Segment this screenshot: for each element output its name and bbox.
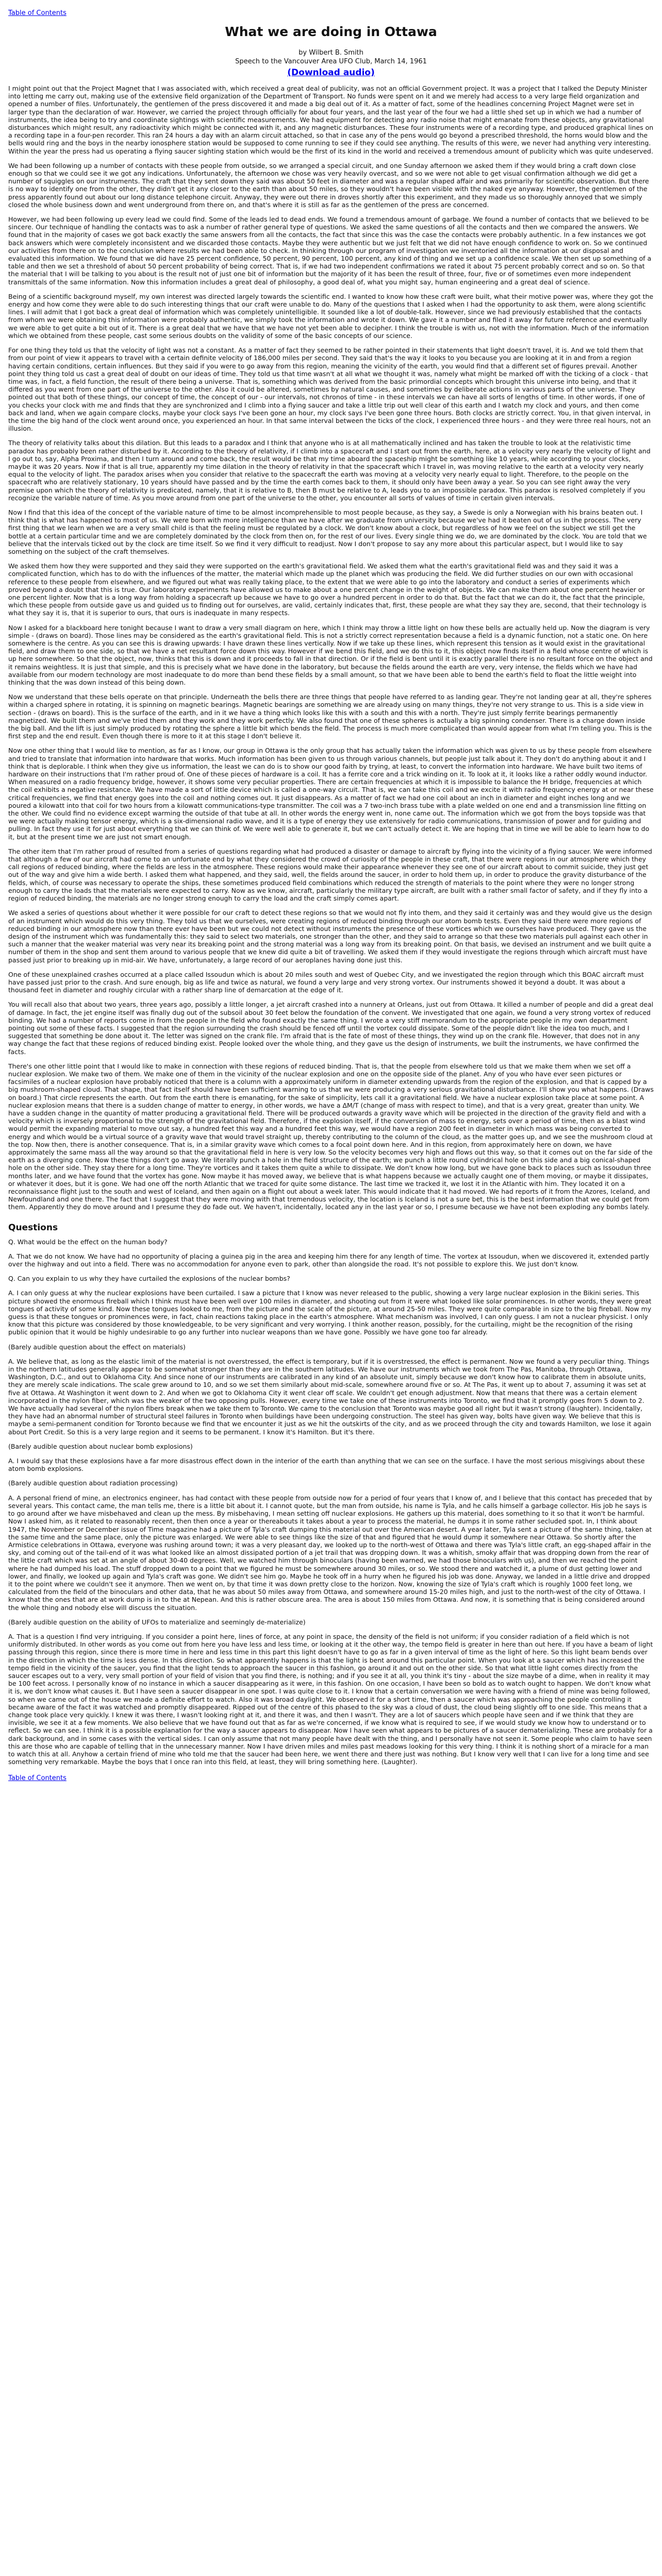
questions-section bbox=[8, 1238, 654, 1766]
paragraph: For one thing they told us that the velocity of light was not a constant. As a matter of fact they seemed to be rather pointed in their statements that light doesn't travel, it is. And we told them that from our point of view it appears to travel with a certain definite velocity of 186,000 miles per second. They said that's the way it looks to you because you are looking at it in and from a region having certain conditions, certain influences. But they said if you were to go away from this region, meaning the vicinity of the earth, you would find that a different set of figures prevail. Another point they thing told us cast a great deal of doubt on our ideas of time. They told us that time wasn't at all what we thought it was, namely what might be marked off with the ticking of a clock - that time was, in fact, a field function, the result of there being a universe. That is, something which was derived from the basic primordial concepts which brought this universe into being, and that it differed as you went from one part of the universe to the other. Also it could be altered, sometimes by natural causes, and sometimes by deliberate actions in various parts of the universe. They pointed out that both of these things, our concept of time, the concept of our - our intervals, not chronos of time - in these intervals we can have all sorts of lengths of time. In other words, if one of you checks your clock with me and finds that they are synchronized and I climb into a flying saucer and take a little trip out well clear of this earth and I watch my clock and yours, and then come back and land, when we again compare clocks, maybe your clock says I've been gone an hour, my clock says I've been gone three hours. Both clocks are strictly correct. You, in that given interval, in the time the big hand of the clock went around once, you experienced an hour. In that same interval between the ticks of the clock, I experienced three hours - and they were three real hours, not an illusion. bbox=[8, 346, 651, 433]
paragraph: Now we understand that these bells operate on that principle. Underneath the bells there are three things that people have referred to as landing gear. They're not landing gear at all, they're spheres within a charged sphere in rotating, it is spinning on magnetic bearings. Magnetic bearings are something we are already using on many things, they're not very strange to us. This is a side view in section - (draws on board). This is the surface of the earth, and in it we have a thing which looks like this with a south and this with a north. They're just simply ferrite bearings permanently magnetized. We built them and we've tried them and they work and they work perfectly. We also found that one of these spheres is actually a big spinning condenser. There is a charge down inside the big ball. And the lift is just simply produced by rotating the sphere a little bit which bends the field. The process is much more complicated than would appear from what I'm telling you. This is the first step and the end result. Even though there is more to it at this stage I don't believe it. bbox=[8, 693, 652, 740]
paragraph: You will recall also that about two years, three years ago, possibly a little longer, a jet aircraft crashed into a nunnery at Orleans, just out from Ottawa. It killed a number of people and did a great deal of damage. In fact, the jet engine itself was finally dug out of the subsoil about 30 feet below the foundation of the convent. We investigated that one again, we found a very strong vortex of reduced binding. We had a number of reports come in from the people in the field who found exactly the same thing. I wrote a very stiff memorandum to the appropriate people in my own department pointing out some of these facts. I suggested that the region surrounding the crash should be fenced off until the vortex could dissipate. Some of the people didn't like the idea too much, and I suggested that something be done about it. The letter was signed on the crank file. I'm afraid that is the fate of most of these things, they wind up on the crank file. However, that does not in any way change the fact that these regions of reduced binding exist. People looked over the whole thing, and they gave us the design of instruments, we built the instruments, we have confirmed the facts. bbox=[8, 1001, 654, 1056]
paragraph: We had been following up a number of contacts with these people from outside, so we arranged a special circuit, and one Sunday afternoon we asked them if they would bring a craft down close enough so that we could see it we got any indications. Unfortunately, the afternoon we chose was very heavily overcast, and so we were not able to get visual confirmation although we did get a number of squiggles on our instruments. The craft that they sent down they said was about 50 feet in diameter and was a regular shaped affair and was primarily for scientific observation. But there is no way to identify one from the other, they didn't get it any closer to the earth than about 50 miles, so they wouldn't have been visible with the naked eye anyway. However, the gentlemen of the press apparently found out about our long distance telephone circuit. Anyway, they were out there in droves shortly after this experiment, and they made us so thoroughly annoyed that we simply closed the whole business down and went underground from there on, and that's where it is still as far as the gentlemen of the press are concerned. bbox=[8, 161, 649, 209]
question: Q. What would be the effect on the human body? bbox=[8, 1238, 168, 1246]
answer: A. We believe that, as long as the elastic limit of the material is not overstressed, the effect is temporary, but if it is overstressed, the effect is permanent. Now we found a very peculiar thing. Things in the northern latitudes generally appear to be somewhat stronger than they are in the southern latitudes. We have our instruments which we took from The Pas, Manitoba, through Ottawa, Washington, D.C., and out to Oklahoma City. And since none of our instruments are calibrated in any kind of an absolute unit, simply because we don't know how to calibrate them in absolute units, they are merely scale indications. The scale grew around to 10, and so we set them similarly about mid-scale, somewhere around five or so. At The Pas, it went up to about 7, assuming it was set at five at Ottawa. At Washington it went down to 2. And when we got to Oklahoma City it went clear off scale. We couldn't get enough adjustment. Now that means that there was a certain element incorporated in the nylon fiber, which was the weaker of the two opposing pulls. However, every time we take one of these instruments into Toronto, we find that it promptly goes from 5 down to 2. We have actually had several of the nylon fibers break when we take them to Toronto. We came to the conclusion that Toronto was maybe good all right but it wasn't strong (laughter). Incidentally, they have had an abnormal number of structural steel failures in Toronto when buildings have been undergoing construction. The steel has given way, bolts have given way. We believe that this is maybe a semi-permanent condition for Toronto because we find that we encounter it just as we hit the outskirts of the city, and as we proceed through the city and towards Hamilton, we lose it again about Port Credit. So this is a very large region and it seems to be permanent. I know it's Hamilton. But it's there. bbox=[8, 1357, 652, 1436]
toc-link-bottom[interactable]: Table of Contents bbox=[8, 1774, 67, 1783]
paragraph: The other item that I'm rather proud of resulted from a series of questions regarding what had produced a disaster or damage to aircraft by flying into the vicinity of a flying saucer. We were informed that although a few of our aircraft had come to an unfortunate end by what they considered the crowd of curiosity of the people in these craft, that there were regions in our atmosphere which they call regions of reduced binding, where the fields are less in the atmosphere. These regions would make their appearance whenever they see one of our aircraft about to commit suicide, they just get out of the way and give him a wide berth. I asked them what happened, and they said, well, the fields around the saucer, in order to hold them up, in order to produce the gravity disturbance of the fields, which, of course was necessary to operate the ships, these sometimes produced field combinations which reduced the strength of materials to the point where they were no longer strong enough to carry the loads that the materials were expected to carry. Now as we know, aircraft, particularly the military type aircraft, are built with a rather small factor of safety, and if they fly into a region of reduced binding, the materials are no longer strong enough to carry the load and the craft simply comes apart. bbox=[8, 847, 652, 903]
paragraph: We asked a series of questions about whether it were possible for our craft to detect these regions so that we would not fly into them, and they said it certainly was and they would give us the design of an instrument which would do this very thing. They told us that we ourselves, were creating regions of reduced binding through our atom bomb tests. Even they said there were more regions of reduced binding in our atmosphere now than there ever have been but we could not detect without instruments the presence of these vortices which we ourselves have produced. They gave us the design of the instrument which was fundamentally this: they said to select two materials, one stronger than the other, and they said to arrange so that these two materials pull against each other in such a manner that the weaker material was very near its breaking point and the strong material was a long way from its breaking point. On that basis, we devised an instrument and we built quite a number of them in the shop and sent them around to various people that we knew did quite a bit of travelling. We asked them if they would investigate the regions through which aircraft must have passed just prior to breaking up in mid-air. We have, unfortunately, a large record of our aeroplanes having done just this. bbox=[8, 909, 652, 964]
answer: A. I would say that these explosions have a far more disastrous effect down in the interior of the earth than anything that we can see on the surface. I have the most serious misgivings about these atom bomb explosions. bbox=[8, 1457, 645, 1473]
question: (Barely audible question about radiation processing) bbox=[8, 1479, 178, 1487]
questions-heading: Questions bbox=[8, 1222, 58, 1233]
paragraph: Now one other thing that I would like to mention, as far as I know, our group in Ottawa is the only group that has actually taken the information which was given to us by these people from elsewhere and tried to translate that information into hardware that works. Much information has been given to us through various channels, but people just talk about it. They don't do anything about it and I think that is deplorable. I think when they give us information, the least we can do is to show our good faith by trying, at least, to convert the information into hardware. We have built two items of hardware on their instructions that I'm rather proud of. One of these pieces of hardware is a coil. It has a ferrite core and a trick winding on it. To look at it, it looks like a rather oddly wound inductor. When measured on a radio frequency bridge, however, it shows some very peculiar properties. There are certain frequencies at which it is impossible to balance the H bridge, frequencies at which the coil exhibits a negative resistance. We have made a sort of little device which is called a one-way circuit. That is, we can take this coil and we excite it with radio frequency energy at or near these critical frequencies, we find that energy goes into the coil and nothing comes out. It just disappears. As a matter of fact we had one coil about an inch in diameter and eight inches long and we poured a kilowatt into that coil for two hours from a kilowatt communications-type transmitter. The coil was a 7 two-inch brass tube with a plate welded on one end and a transmission line fitting on the other. We could find no evidence except warming the outside of that tube at all. In other words the energy went in, none came out. The information which we got from the boys topside was that we were actually making tensor energy, which is a six-dimensional radio wave, and it is a type of energy they use extensively for radio communications, transmission of power and for guiding and pulling. In fact they use it for just about everything that we can think of. We were well able to generate it, but we can't actually detect it. We are hoping that in time we will be able to learn how to do it, but at the present time we are just not smart enough. bbox=[8, 747, 654, 841]
paragraph: One of these unexplained crashes occurred at a place called Issoudun which is about 20 miles south and west of Quebec City, and we investigated the region through which this BOAC aircraft must have passed just prior to the crash. And sure enough, big as life and twice as natural, we found a very large and very strong vortex. Our instruments showed it beyond a doubt. It was about a thousand feet in diameter and roughly circular with a rather sharp line of demarcation at the edge of it. bbox=[8, 970, 644, 994]
question: (Barely audible question about the effect on materials) bbox=[8, 1343, 186, 1351]
question: (Barely audible question about nuclear bomb explosions) bbox=[8, 1442, 193, 1450]
answer: A. That is a question I find very intriguing. If you consider a point here, lines of force, at any point in space, the density of the field is not uniform; if you consider radiation of a field which is not uniformly distributed. In other words as you come out from here you have less and less time, or looking at it the other way, the tempo field is greater in here than out here. If you have a beam of light passing through this region, since there is more time in here and less time in this part this light doesn't have to go as far in a given interval of time as the light of here. So this light beam bends over in the direction in which the time is less dense. In this direction. So what apparently happens is that the light is bent around this particular point. When you look at a saucer which has increased the tempo field in the vicinity of the saucer, you find that the light tends to approach the saucer in this fashion, go around it and out on the other side. So that what little light comes directly from the saucer escapes out to a very, very small portion of your field of vision that you find there, is nothing; and if you see it at all, you think it's tiny - about the size maybe of a dime, when in reality it may be 100 feet across. I personally know of no instance in which a saucer disappearing as it were, in this fashion. On one occasion, I have been so bold as to watch ought to happen. We don't know what it is, we don't know what causes it. But I have seen a saucer disappear in one spot. I was quite close to it. I know that a certain conversation we were having with a friend of mine was being followed, so when we came out of the house we made a definite effort to watch. Also it was broad daylight. We observed it for a short time, then a saucer which was approaching the people controlling it became aware of the fact it was watched and promptly disappeared. Ripped out of the centre of this phased to the sky was a cloud of dust, the cloud being slightly off to one side. This means that a change took place very quickly. I knew it was there, I wasn't looking right at it, and there it was, and then I wasn't. They are a lot of saucers which people have seen and if we think that they are invisible, we see it at a few moments. We also believe that we have found out that as far as we're concerned, if we know what is required to see, if we would study we know how to understand or to reflect. So we can see. I think it is a possible explanation for the way a saucer appears to disappear. Now I have seen what appears to be pictures of a saucer dematerializing. These are probably for a dark background, and in some cases with the vertical sides. I can only assume that not many people have dealt with the thing, and I personally have not seen it. Some people who claim to have seen this are those who are capable of telling that in the unnecessary manner. Now I have driven miles and miles past meadows looking for this very thing. I think it is nothing short of a miracle for a man to watch this at all. Anyhow a certain friend of mine who told me that the saucer had been here, we went there and there just was nothing. But I know very well that I can live for a long time and see something very remarkable. Maybe the boys that I once ran into this field, at least, they will bring something here. (Laughter). bbox=[8, 1632, 653, 1766]
paragraph: However, we had been following up every lead we could find. Some of the leads led to dead ends. We found a tremendous amount of garbage. We found a number of contacts that we believed to be sincere. Our technique of handling the contacts was to ask a number of rather general type of questions. We asked the same questions of all the contacts and then we compared the answers. We found that in the majority of cases we got back exactly the same answers from all the contacts, the fact that since this was the case the contacts were probably authentic. In a few instances we got back answers which were completely inconsistent and we discarded those contacts. Maybe they were authentic but we just felt that we did not have enough confidence to work on. So we continued our activities from there on to the conclusion where results we had been able to check. In thinking through our program of investigation we inventoried all the information at our disposal and evaluated this information. We found that we did have 25 percent confidence, 50 percent, 90 percent, 100 percent, any kind of thing and we set up a confidence scale. We then set up something of a table and then we set a threshold of about 50 percent probability of being correct. That is, if we had two independent confirmations we rated it about 75 percent probably correct and so on. So that the material that I will be talking to you about is the result not of just one bit of information but the majority of it has been the result of three, four, five or of sometimes even more independent transmittals of the same information. Now this information includes a great deal of philosophy, a good deal of, what you might say, human engineering and a great deal of science. bbox=[8, 215, 652, 286]
paragraph: Now I find that this idea of the concept of the variable nature of time to be almost incomprehensible to most people because, as they say, a Swede is only a Norwegian with his brains beaten out. I think that is what has happened to most of us. We were born with more intelligence than we have after we graduate from university because we've had it beaten out of us in the process. The very first thing that we learn when we are a very small child is that the feeling must be regulated by a clock. We don't know about a clock, but regardless of how we feel on the subject we still get the bottle at a certain particular time and we are completely dominated by the clock from then on, for the rest of our lives. Every single thing we do, we are dominated by the clock. You are told that we believe that the intervals ticked out by the clock are time itself. So we find it very difficult to readjust. Now I don't propose to say any more about this particular aspect, but I would like to say something on the subject of the craft themselves. bbox=[8, 508, 647, 555]
speech-body bbox=[8, 84, 654, 1211]
byline: by Wilbert B. Smith bbox=[299, 49, 363, 57]
paragraph: Being of a scientific background myself, my own interest was directed largely towards the scientific end. I wanted to know how these craft were built, what their motive power was, where they got the energy and how come they were able to do such interesting things that our craft were unable to do. Many of the questions that I asked when I had the opportunity to ask them, were along scientific lines. I will admit that I got back a great deal of information which was completely unintelligible. It sounded like a lot of double-talk. However, since we had previously established that the contacts from whom we were obtaining this information were probably authentic, we simply took the information and wrote it down. We gave it a number and filed it away for future reference and eventually we were able to get quite a bit out of it. There is a great deal that we have that we have not yet been able to decipher. I think the trouble is with us, not with the information. Much of the information which we obtained from these people, cast some serious doubts on the validity of some of the basic concepts of our science. bbox=[8, 292, 654, 340]
toc-link-top[interactable]: Table of Contents bbox=[8, 9, 67, 17]
paragraph: Now I asked for a blackboard here tonight because I want to draw a very small diagram on here, which I think may throw a little light on how these bells are actually held up. Now the diagram is very simple - (draws on board). Those lines may be considered as the earth's gravitational field. This is not a strictly correct representation because a field is a dynamic function, not a static one. On here somewhere is the centre. As you can see this is drawing upwards: I have drawn these lines vertically. Now if we take up these lines, which represent this tension as it would exist in the gravitational field, and draw them to one side, so that we have a net resultant force down this way. However if we bend this field, and we do this to it, this object now finds itself in a field whose centre of which is up here somewhere. So that the object, now, thinks that this is down and it proceeds to fall in that direction. Or if the field is bent until it is exactly parallel there is no resultant force on the object and it remains weightless. It is just that simple, and this is precisely what we have done in the laboratory, but because the fields around the earth are very, very intense, the fields which we have had available from our modern technology are most inadequate to do more than bend these fields by a small amount, so that we have been able to bend the earth's field to float the little weight into thinking that the was down instead of this being down. bbox=[8, 623, 653, 687]
paragraph: I might point out that the Project Magnet that I was associated with, which received a great deal of publicity, was not an official Government project. It was a project that I talked the Deputy Minister into letting me carry out, making use of the extensive field organization of the Department of Transport. No funds were spent on it and we merely had access to a very large field organization and opened a number of files. Unfortunately, the gentlemen of the press discovered it and made a big deal out of it. As a matter of fact, some of the headlines concerning Project Magnet were set in larger type than the declaration of war. However, we carried the project through officially for about four years, and the last year of the four we had a little shed set up in which we had a number of instruments, the idea being to try and coordinate sightings with scientific measurements. We had equipment for detecting any radio noise that might emanate from these objects, any gravitational disturbances which might result, any radioactivity which might be connected with it, and any magnetic disturbances. These four instruments were of a recording type, and produced graphical lines on a recording tape in a four-pen recorder. This ran 24 hours a day with an alarm circuit attached, so that in case any of the pens would go beyond a prescribed threshold, the horns would blow and the bells would ring and the boys in the nearby ionosphere station would be supposed to come running to see if they could see anything. The results of this were, we never had anything very interesting. Within the year the press had us operating a flying saucer sighting station which would be the first of its kind in the world and received a tremendous amount of publicity which was quite undeserved. bbox=[8, 84, 654, 155]
paragraph: The theory of relativity talks about this dilation. But this leads to a paradox and I think that anyone who is at all mathematically inclined and has taken the trouble to look at the relativistic time paradox has probably been rather disturbed by it. According to the theory of relativity, if I climb into a spacecraft and I start out from the earth, here, at a velocity very nearly the velocity of light and I go out to, say, Alpha Proxima, and then I turn around and come back, the result would be that my time aboard the spaceship might be something like 10 years, while according to your clocks, maybe it was 20 years. Now if that is all true, apparently my time dilation in the theory of relativity in that the spacecraft which I travel in, was moving relative to the earth at a velocity very nearly equal to the velocity of light. The paradox arises when you consider that relative to the spacecraft the earth was moving at a velocity very nearly equal to light. Therefore, to the people on the spacecraft who are relatively stationary, 10 years should have passed and by the time the earth comes back to them, it should only have been away a year. So you can see right away the very premise upon which the theory of relativity is predicated, namely, that it is relative to B, then B must be relative to A, leads you to an impossible paradox. This paradox is resolved completely if you recognize the variable nature of time. As you move around from one part of the universe to the other, you encounter all sorts of values of time in certain given intervals. bbox=[8, 439, 651, 502]
page-title: What we are doing in Ottawa bbox=[225, 24, 437, 39]
paragraph: There's one other little point that I would like to make in connection with these regions of reduced binding. That is, that the people from elsewhere told us that we make them when we set off a nuclear explosion. We make two of them. We make one of them in the vicinity of the nuclear explosion and one on the opposite side of the planet. Any of you who have ever seen pictures or facsimiles of a nuclear explosion have probably noticed that there is a column with a approximately uniform in diameter extending upwards from the region of the explosion, and that is capped by a big mushroom-shaped cloud. That shape, that fact itself should have been sufficient warning to us that we were producing a very serious gravitational disturbance. I'll show you what happens. (Draws on board.) That circle represents the earth. Out from the earth there is emanating, for the sake of simplicity, lets call it a gravitational field. We have a nuclear explosion take place at some point. A nuclear explosion means that there is a sudden change of matter to energy, in other words, we have a ΔM/T (change of mass with respect to time), and that is a very great, greater than unity. We have a sudden change in the quantity of matter producing a gravitational field. There will be produced outwards a gravity wave which will be projected in the direction of the gravity field and with a velocity which is inversely proportional to the strength of the gravitational field. Therefore, if the explosion itself, if the conversion of mass to energy, sets over a period of time, then as a blast wind would permit the expanding material to move out say, a hundred feet this way and a hundred feet this way, we would have a region 200 feet in diameter in which mass was being converted to energy and which would be a virtual source of a gravity wave that would travel straight up, thereby contributing to the column of the cloud, as the matter goes up, and we see the mushroom cloud at the top. Now then, there is another consequence. That is, in a similar gravity wave which comes to a focal point down here. And in this region, from approximately here on down, we have approximately the same mass all the way around so that the gravitational field in here is very low. So the velocity becomes very high and flows out this way, so that it comes out on the far side of the earth as a diverging cone. Now these things don't go away. We literally punch a hole in the field structure of the earth; we punch a little round cylindrical hole on this side and a big conical-shaped hole on the other side. They stay there for a long time. They're vortices and it takes them quite a while to dissipate. We don't know how long, but we have gone back to places such as Issoudun three months later, and we have found that the vortex has gone. Now maybe it has moved away, we believe that is what happens because we actually caught one of them moving, or maybe it dissipates, or whatever it does, but it is gone. We had one off the north Atlantic that we traced for quite some distance. The last time we tracked it, we lost it in the Atlantic with him. They located it on a reconnaissance flight just to the south and west of Iceland, and then again on a flight out about a week later. This would indicate that it had moved. We had reports of it from the Azores, Iceland, and Newfoundland and one there. The fact that I suggest that they were moving with that tremendous velocity, the location is Iceland is not a sure bet, this is the best information that we could get from them. Apparently they do move around and I presume they do fade out. We haven't, incidentally, located any in the last year or so, I presume because we have not been exploding any bombs lately. bbox=[8, 1062, 654, 1211]
speech-subtitle: Speech to the Vancouver Area UFO Club, March 14, 1961 bbox=[235, 58, 427, 65]
answer: A. A personal friend of mine, an electronics engineer, has had contact with these people from outside now for a period of four years that I know of, and I believe that this contact has preceded that by several years. This contact came, the man tells me, there is a little bit about it. I cannot quote, but the man from outside, his name is Tyla, and he calls himself a garbage collector. His job he says is to go around after we have misbehaved and clean up the mess. By misbehaving, I mean setting off nuclear explosions. He gathers up this material, does something to it so that it won't be harmful. Now I asked him, as it related to reasonably recent, then then once a year or thereabouts it takes about a year to process the material, he dumps it in some rather secluded spot. In, I think about 1947, the November or December issue of Time magazine had a picture of Tyla's craft dumping this material out over the American desert. A year later, Tyla sent a picture of the same thing, taken at the same time and the same place, only the picture was enlarged. We were able to see things like the size of that and figured that he would dump it somewhere near Ottawa. So shortly after the Armistice celebrations in Ottawa, everyone was rushing around town; it was a very pleasant day, we looked up to the north-west of Ottawa and there was Tyla's little craft, an egg-shaped affair in the sky, and coming out of the tail-end of it was what looked like an almost dissipated portion of a jet trail that was dropping down. It was a whitish, smoky affair that was dropping down from the rear of the little craft which was set at an angle of about 30-40 degrees. Well, we watched him through binoculars (having been warned, we had those binoculars with us), and then we reached the point where he had dumped his load. The stuff dropped down to a point that we figured he must be somewhere around 30 miles, or so. We stood there and watched it, a plume of dust getting lower and lower, and finally, we looked up again and Tyla's craft was gone. We didn't see him go. Maybe he took off in a hurry when he figured his job was done. Anyway, we landed in a little drive and dropped it to the point where we couldn't see it anymore. Then we went on, by that time it was down pretty close to the horizon. Now, knowing the size of Tyla's craft which is roughly 1000 feet long, we calculated from the field of the binoculars and other data, that he was about 50 miles away from Ottawa, and somewhere around 15-20 miles high, and just to the north-west of the city of Ottawa. I know that the ones that are at work dump is in to the at Nepean. And this is rather obscure area. The area is about 150 miles from Ottawa. And now, it is something that is being considered around the whole thing and nobody else will discuss the situation. bbox=[8, 1494, 652, 1612]
question: Q. Can you explain to us why they have curtailed the explosions of the nuclear bombs? bbox=[8, 1275, 290, 1283]
answer: A. I can only guess at why the nuclear explosions have been curtailed. I saw a picture that I know was never released to the public, showing a very large nuclear explosion in the Bikini series. This picture showed the enormous fireball which I think must have been well over 100 miles in diameter, and shooting out from it were what looked like solar prominences. In other words, they were great tongues of activity of some kind. Now these tongues looked to me, from the picture and the scale of the picture, at around 25-50 miles. They were quite comparable in size to the big fireball. Now my guess is that these tongues or prominences were, in fact, chain reactions taking place in the earth's atmosphere. What mechanism was involved, I can only guess. I am not a nuclear physicist. I only know that this picture was considered by those knowledgeable, to be very significant and very worrying. I think another reason, possibly, for the curtailing, might be the recognition of the rising public opinion that it would be highly undesirable to go any further into nuclear weapons than we have gone. Possibly we have gone too far already. bbox=[8, 1289, 652, 1336]
paragraph: We asked them how they were supported and they said they were supported on the earth's gravitational field. We asked them what the earth's gravitational field was and they said it was a complicated function, which has to do with the influences of the matter, the material which made up the planet which was producing the field. We did further studies on our own with occasional reference to these people from elsewhere, and we figured out what was really taking place, to the extent that we were able to go into the laboratory and conduct a series of experiments which proved beyond a doubt that this is true. Our laboratory experiments have allowed us to make about a one percent change in the weight of objects. We can make them about one percent heavier or one percent lighter. Now that is a long way from holding a spacecraft up because we have to go over a hundred percent in order to do that. But the fact that we can do it, the fact that the principle, which these people from outside gave us and guided us to finding out for ourselves, are valid, certainly indicates that, first, these people are what they say they are, second, that their technology is what they say it is, that it is superior to ours, that ours is inadequate in many respects. bbox=[8, 562, 647, 617]
download-audio-link[interactable]: (Download audio) bbox=[287, 67, 375, 78]
answer: A. That we do not know. We have had no opportunity of placing a guinea pig in the area and keeping him there for any length of time. The vortex at Issoudun, when we discovered it, extended partly over the highway and out into a field. There was no accommodation for anyone even to park, other than alongside the road. It's not possible to explore this. We just don't know. bbox=[8, 1252, 650, 1268]
question: (Barely audible question on the ability of UFOs to materialize and seemingly de-materialize) bbox=[8, 1618, 306, 1626]
